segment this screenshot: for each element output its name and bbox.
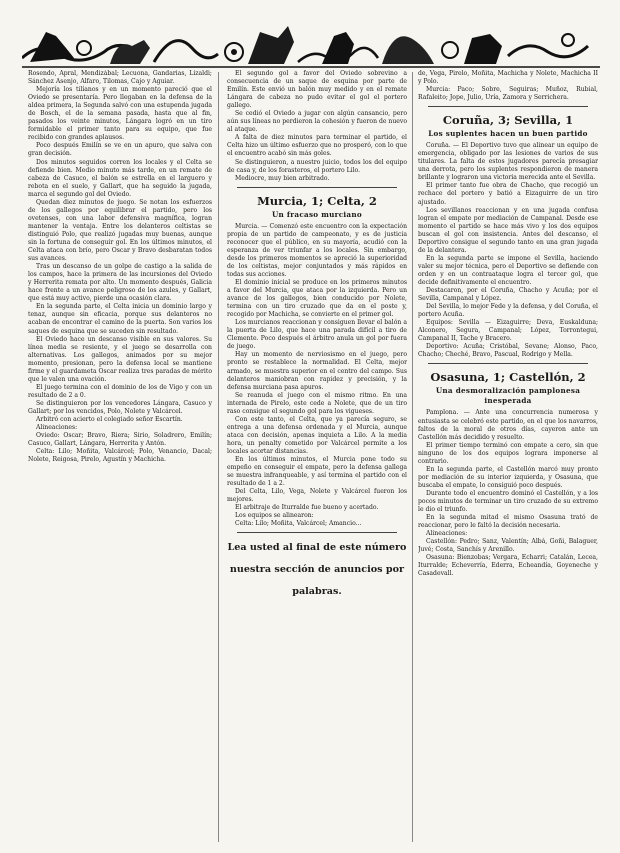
article-paragraph: Durante todo el encuentro dominó el Castellón, y a los pocos minutos de terminar un tiro cruzado de su extremo le dio el triunfo. bbox=[418, 489, 598, 514]
column-rule bbox=[218, 72, 219, 842]
article-paragraph: Mediocre, muy bien arbitrado. bbox=[235, 174, 330, 182]
article-paragraph: Quedan diez minutos de juego. Se notan los esfuerzos de los gallegos por equilibrar el partido, pero los ovetenses, con una labor defensiva magnífica, logran mantener la ventaja. Entre los delanteros celtistas se distinguió Polo, que realizó jugadas muy buenas, aunque sin la fortuna de conseguir gol. En los últimos minutos, el Celta ataca con brío, pero Oscar y Bravo desbaratan todos sus avances. bbox=[28, 198, 212, 263]
lineup-paragraph: Rosendo, Apral, Mendizábal; Lecuona, Gandarias, Lizaldi; Sánchez Asenjo, Alfaro, Tilomas, Cajo y Aguiar. bbox=[28, 70, 212, 86]
sports-illustration-band bbox=[22, 18, 600, 68]
lineup-paragraph: de, Vega, Pirelo, Moñita, Machicha y Nolete, Machicha II y Polo. bbox=[418, 70, 598, 86]
article-paragraph: El arbitraje de Iturralde fue bueno y acertado. bbox=[235, 504, 379, 512]
article-paragraph: Mejoría los tilíanos y en un momento pareció que el Oviedo se presentaría. Pero llegaban en la defensa de la aldea primera, la Segunda salvó con una estupenda jugada de Bosch, el de la semana pasada, hasta que al fin, pasados los veinte minutos, Lángara logró en un tiro formidable el primer tanto para su equipo, que fue recibido con grandes aplausos. bbox=[28, 86, 212, 142]
article-paragraph: El dominio inicial se produce en los primeros minutos a favor del Murcia, que ataca por la izquierda. Pero un avance de los gallegos, bien conducido por Nolete, termina con un tiro cruzado que da en el poste y, recogido por Machicha, se convierte en el primer gol. bbox=[227, 278, 407, 319]
article-paragraph: En los últimos minutos, el Murcia pone todo su empeño en conseguir el empate, pero la defensa gallega se muestra infranqueable, y así termina el partido con el resultado de 1 a 2. bbox=[227, 456, 407, 488]
article-paragraph: El juego termina con el dominio de los de Vigo y con un resultado de 2 a 0. bbox=[28, 383, 212, 399]
article-paragraph: En la segunda parte, el Castellón marcó muy pronto por mediación de su interior izquierda, y Osasuna, que buscaba el empate, lo consiguió poco después. bbox=[418, 465, 598, 489]
article-paragraph: Alineaciones: bbox=[36, 424, 78, 432]
article-paragraph: Se distinguieron, a nuestro juicio, todos los del equipo de casa y, de los forasteros, el portero Lilo. bbox=[227, 158, 407, 174]
section-divider bbox=[237, 532, 397, 533]
article-paragraph: Del Sevilla, lo mejor Fede y la defensa, y del Coruña, el portero Acuña. bbox=[418, 303, 598, 319]
article-paragraph: El primer tiempo terminó con empate a cero, sin que ninguno de los dos equipos lograra imponerse al contrario. bbox=[418, 441, 598, 465]
article-paragraph: En la segunda mitad el mismo Osasuna trató de reaccionar, pero le faltó la decisión necesaria. bbox=[418, 514, 598, 530]
article-paragraph: El segundo gol a favor del Oviedo sobrevino a consecuencia de un saque de esquina por parte de Emilín. Este envió un balón muy medido y en el remate Lángara de cabeza no pudo evitar el gol el portero gallego. bbox=[227, 70, 407, 110]
article-paragraph: Arbitró con acierto el colegiado señor Escartín. bbox=[36, 416, 183, 424]
column-right bbox=[418, 70, 598, 850]
article-paragraph: Osasuna: Bienzobas; Vergara, Echarri; Catalán, Lecea, Iturralde; Echeverría, Ederra, Echeandía, Goyeneche y Casadevall. bbox=[418, 554, 598, 578]
article-paragraph: Celta: Lilo; Moñita, Valcárcel; Amancio... bbox=[235, 520, 362, 528]
article-paragraph: Celta: Lilo; Moñita, Valcárcel; Polo, Venancio, Dacal; Nolete, Reigosa, Pirelo, Agustín y Machicha. bbox=[28, 448, 212, 464]
section-divider bbox=[237, 187, 397, 188]
section-divider bbox=[428, 363, 588, 364]
subheadline: Los suplentes hacen un buen partido bbox=[428, 129, 588, 139]
article-paragraph: Con este tanto, el Celta, que ya parecía seguro, se entrega a una defensa ordenada y el Murcia, aunque ataca con decisión, apenas inquieta a Lilo. A la media hora, un penalty cometido por Valcárcel permite a los locales acortar distancias. bbox=[227, 415, 407, 455]
article-paragraph: Dos minutos seguidos corren los locales y el Celta se defiende bien. Medio minuto más tarde, en un remate de cabeza de Casuco, el balón se estrella en el larguero y rebota en el suelo, y Gallart, que ha seguido la jugada, marca el segundo gol del Oviedo. bbox=[28, 158, 212, 198]
classified-ads-notice: Lea usted al final de este número nuestra sección de anuncios por palabras. bbox=[227, 542, 407, 598]
headline-osasuna-castellon: Osasuna, 1; Castellón, 2 bbox=[430, 370, 586, 385]
headline-coruna-sevilla: Coruña, 3; Sevilla, 1 bbox=[442, 113, 574, 128]
subheadline: Un fracaso murciano bbox=[271, 209, 362, 219]
article-paragraph: El primer tanto fue obra de Chacho, que recogió un rechace del portero y batió a Eizaguirre de un tiro ajustado. bbox=[418, 182, 598, 206]
article-paragraph: Los murcianos reaccionan y consiguen llevar el balón a la puerta de Lilo, que hace una parada difícil a tiro de Clemente. Poco después el árbitro anula un gol por fuera de juego. bbox=[227, 319, 407, 351]
article-paragraph: Equipos: Sevilla — Eizaguirre; Deva, Euskalduna; Alconero, Segura, Campanal; López, Torrontegui, Campanal II, Tache y Bracero. bbox=[418, 319, 598, 343]
article-paragraph: El Oviedo hace un descanso visible en sus valores. Su línea media se resiente, y el juego se desarrolla con alternativas. Los gallegos, animados por su mejor momento, presionan, pero la defensa local se mantiene firme y el guardameta Oscar realiza tres paradas de mérito que le valen una ovación. bbox=[28, 335, 212, 383]
section-divider bbox=[428, 106, 588, 107]
article-paragraph: Murcia. — Comenzó este encuentro con la expectación propia de un partido de campeonato, y es de justicia reconocer que el público, en su mayoría, acudió con la esperanza de ver triunfar a los locales. Sin embargo, desde los primeros momentos se apreció la superioridad de los celtistas, mejor conjuntados y más rápidos en todas sus acciones. bbox=[227, 222, 407, 278]
article-paragraph: Deportivo: Acuña; Cristóbal, Sevane; Alonso, Paco, Chacho; Cheché, Bravo, Pascual, Rodrigo y Mella. bbox=[418, 343, 598, 359]
headline-murcia-celta: Murcia, 1; Celta, 2 bbox=[257, 193, 377, 208]
column-middle bbox=[227, 70, 407, 850]
article-paragraph: A falta de diez minutos para terminar el partido, el Celta hizo un último esfuerzo que no prosperó, con lo que el encuentro acabó sin más goles. bbox=[227, 134, 407, 158]
article-paragraph: Coruña. — El Deportivo tuvo que alinear un equipo de emergencia, obligado por las lesiones de varios de sus titulares. La falta de estos jugadores parecía presagiar una derrota, pero los suplentes respondieron de manera brillante y lograron una victoria merecida ante el Sevilla. bbox=[418, 142, 598, 182]
article-paragraph: Se distinguieron por los vencedores Lángara, Casuco y Gallart; por los vencidos, Polo, Nolete y Valcárcel. bbox=[28, 399, 212, 415]
article-paragraph: Se cedió el Oviedo a jugar con algún cansancio, pero aún sus líneas no perdieron la cohesión y fueron de nuevo al ataque. bbox=[227, 110, 407, 134]
article-paragraph: Hay un momento de nerviosismo en el juego, pero pronto se restablece la normalidad. El Celta, mejor armado, se muestra superior en el centro del campo. Sus delanteros maniobran con rapidez y precisión, y la defensa murciana pasa apuros. bbox=[227, 351, 407, 391]
lineup-paragraph: Murcia: Paco; Sobre, Seguiras; Muñoz, Rubial, Rafaleito; Jope, Julio, Uría, Zamora y Serrichera. bbox=[418, 86, 598, 102]
article-paragraph: Los equipos se alinearon: bbox=[235, 512, 314, 520]
column-left bbox=[28, 70, 212, 850]
article-paragraph: Pamplona. — Ante una concurrencia numerosa y entusiasta se celebró este partido, en el que los navarros, faltos de la moral de otros días, cayeron ante un Castellón más decidido y resuelto. bbox=[418, 409, 598, 441]
article-paragraph: En la segunda parte, el Celta inicia un dominio largo y tenaz, aunque sin eficacia, porque sus delanteros no acaban de encontrar el camino de la puerta. Son varios los saques de esquina que se suceden sin resultado. bbox=[28, 303, 212, 335]
article-paragraph: Del Celta, Lilo, Vega, Nolete y Valcárcel fueron los mejores. bbox=[227, 488, 407, 504]
article-paragraph: Alineaciones: bbox=[426, 530, 468, 538]
subheadline: Una desmoralización pamplonesa inesperada bbox=[435, 386, 581, 406]
article-paragraph: Tras un descanso de un golpe de castigo a la salida de los campos, hace la primera de las incursiones del Oviedo y Herrerita remata por alto. Un momento después, Galicia hace frente a un avance peligroso de los azules, y Gallart, que está muy activo, pierde una ocasión clara. bbox=[28, 263, 212, 303]
column-rule bbox=[412, 72, 413, 842]
article-paragraph: Poco después Emilín se ve en un apuro, que salva con gran decisión. bbox=[28, 142, 212, 158]
article-paragraph: Se reanuda el juego con el mismo ritmo. En una internada de Pirelo, este cede a Nolete, que de un tiro raso consigue el segundo gol para los vigueses. bbox=[227, 391, 407, 415]
article-paragraph: Castellón: Pedro; Sanz, Valentín; Albá, Goñi, Balaguer, Juvé; Costa, Sanchís y Arenillo. bbox=[418, 538, 598, 554]
article-paragraph: Oviedo: Oscar; Bravo, Riera; Sirio, Soladrero, Emilín; Casuco, Gallart, Lángara, Herrerita y Antón. bbox=[28, 432, 212, 448]
article-paragraph: Los sevillanos reaccionan y en una jugada confusa logran el empate por mediación de Campanal. Desde ese momento el partido se hace más vivo y los dos equipos buscan el gol con insistencia. Antes del descanso, el Deportivo consigue el segundo tanto en una gran jugada de la delantera. bbox=[418, 206, 598, 254]
article-paragraph: Destacaron, por el Coruña, Chacho y Acuña; por el Sevilla, Campanal y López. bbox=[418, 287, 598, 303]
article-paragraph: En la segunda parte se impone el Sevilla, haciendo valer su mejor técnica, pero el Deportivo se defiende con orden y en un contraataque logra el tercer gol, que decide definitivamente el encuentro. bbox=[418, 254, 598, 286]
